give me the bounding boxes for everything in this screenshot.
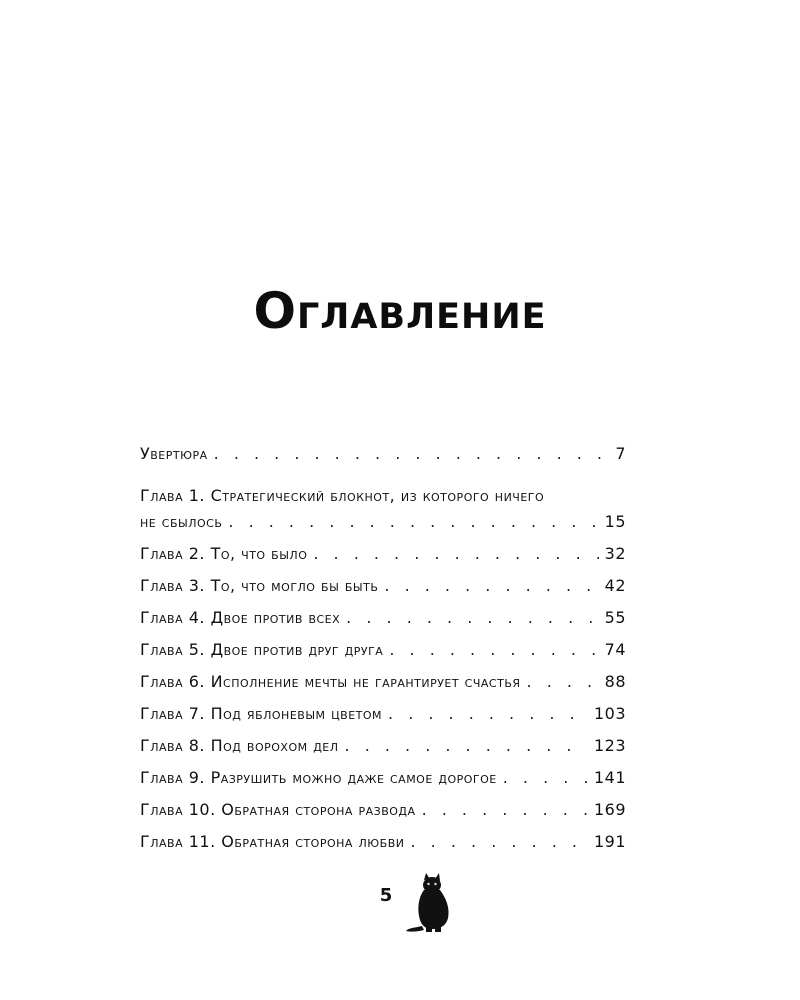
toc-entry-chapter-11[interactable] [140,832,626,852]
toc-entry-chapter-3[interactable] [140,576,626,596]
toc-entry-chapter-9[interactable] [140,768,626,788]
toc-entry-title: Глава 4. Двое против всех [140,608,341,627]
toc-entry-title-line1: Глава 1. Стратегический блокнот, из которого ничего [140,486,545,505]
toc-entry-page: 103 [593,704,626,723]
toc-entry-title: не сбылось [140,512,223,531]
black-cat-icon [404,872,456,934]
toc-entry-page: 191 [593,832,626,851]
toc-entry-page: 169 [593,800,626,819]
dot-leader [503,768,588,788]
toc-entry-page: 42 [604,576,626,595]
dot-leader [411,832,588,852]
toc-entry-page: 74 [604,640,626,659]
dot-leader [422,800,588,820]
toc-entry-title: Глава 7. Под яблоневым цветом [140,704,383,723]
toc-entry-chapter-10[interactable] [140,800,626,820]
toc-entry-overture[interactable] [140,444,626,464]
toc-entry-page: 55 [604,608,626,627]
dot-leader [389,640,598,660]
toc-entry-title: Глава 8. Под ворохом дел [140,736,339,755]
page-title: Оглавление [253,282,547,340]
toc-entry-page: 123 [593,736,626,755]
toc-entry-chapter-1[interactable] [140,486,626,532]
toc-entry-chapter-4[interactable] [140,608,626,628]
dot-leader [346,608,598,628]
dot-leader [388,704,588,724]
toc-entry-title: Увертюра [140,444,208,463]
toc-entry-page: 88 [604,672,626,691]
toc-entry-title: Глава 10. Обратная сторона развода [140,800,416,819]
toc-entry-page: 141 [593,768,626,787]
toc-entry-page: 15 [604,512,626,531]
toc-entry-page: 32 [604,544,626,563]
dot-leader [313,544,598,564]
toc-entry-title: Глава 5. Двое против друг друга [140,640,384,659]
toc-entry-title: Глава 6. Исполнение мечты не гарантирует счастья [140,672,521,691]
toc-entry-chapter-2[interactable] [140,544,626,564]
toc-entry-title: Глава 3. То, что могло бы быть [140,576,379,595]
toc-entry-title: Глава 11. Обратная сторона любви [140,832,405,851]
toc-entry-title: Глава 2. То, что было [140,544,308,563]
toc-entry-chapter-7[interactable] [140,704,626,724]
toc-entry-chapter-5[interactable] [140,640,626,660]
toc-entry-page: 7 [615,444,626,463]
dot-leader [214,444,610,464]
dot-leader [228,512,598,532]
page-number: 5 [379,885,393,906]
dot-leader [384,576,598,596]
toc-entry-chapter-6[interactable] [140,672,626,692]
toc-entry-title: Глава 9. Разрушить можно даже самое дорогое [140,768,497,787]
toc-entry-chapter-8[interactable] [140,736,626,756]
dot-leader [345,736,588,756]
dot-leader [527,672,599,692]
